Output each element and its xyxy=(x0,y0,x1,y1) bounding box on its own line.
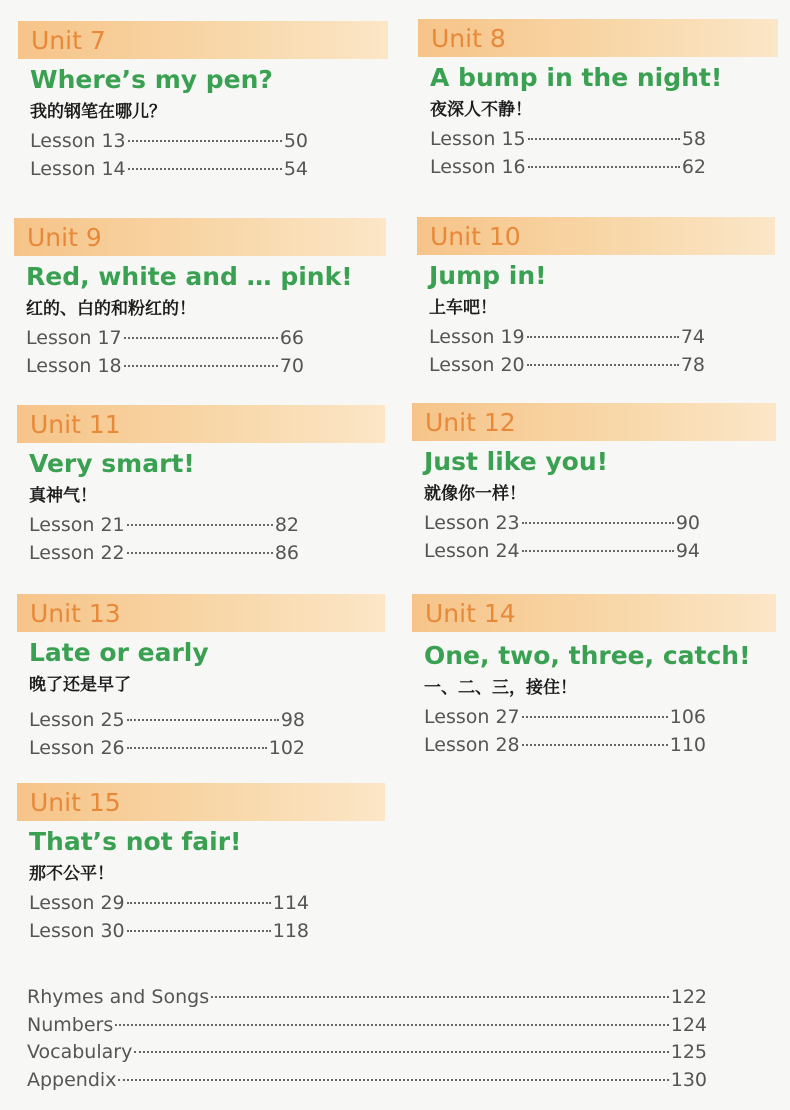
lesson-name: Lesson 27 xyxy=(424,706,520,728)
unit-9-title: Red, white and … pink! xyxy=(26,262,353,291)
dot-leader xyxy=(522,716,668,718)
lesson-name: Lesson 28 xyxy=(424,734,520,756)
lesson-name: Lesson 17 xyxy=(26,327,122,349)
unit-15-subtitle: 那不公平！ xyxy=(29,864,114,884)
unit-12-section xyxy=(412,403,776,565)
lesson-name: Lesson 15 xyxy=(430,128,526,150)
lesson-13-entry[interactable] xyxy=(30,127,308,155)
numbers-entry[interactable] xyxy=(27,1012,707,1040)
unit-8-section xyxy=(418,19,778,181)
page-number: 74 xyxy=(680,326,705,348)
page-number: 114 xyxy=(272,892,309,914)
unit-13-title: Late or early xyxy=(29,638,209,667)
unit-14-title: One, two, three, catch! xyxy=(424,641,751,670)
lesson-name: Lesson 21 xyxy=(29,514,125,536)
dot-leader xyxy=(522,522,674,524)
page-number: 66 xyxy=(279,327,304,349)
unit-15-label: Unit 15 xyxy=(17,783,385,821)
lesson-29-entry[interactable] xyxy=(29,889,309,917)
dot-leader xyxy=(128,168,282,170)
page-number: 70 xyxy=(279,355,304,377)
page-number: 125 xyxy=(670,1041,707,1063)
page-number: 50 xyxy=(283,130,308,152)
unit-9-section xyxy=(14,218,386,380)
appendix-entry[interactable] xyxy=(27,1067,707,1095)
unit-13-subtitle: 晚了还是早了 xyxy=(29,675,131,695)
entry-name: Vocabulary xyxy=(27,1041,133,1063)
page-number: 58 xyxy=(681,128,706,150)
lesson-name: Lesson 29 xyxy=(29,892,125,914)
page-number: 122 xyxy=(670,986,707,1008)
page-number: 62 xyxy=(681,156,706,178)
unit-11-subtitle: 真神气！ xyxy=(29,486,97,506)
vocabulary-entry[interactable] xyxy=(27,1039,707,1067)
unit-13-label: Unit 13 xyxy=(17,594,385,632)
lesson-name: Lesson 19 xyxy=(429,326,525,348)
unit-15-title: That’s not fair! xyxy=(29,827,242,856)
dot-leader xyxy=(127,902,271,904)
lesson-20-entry[interactable] xyxy=(429,351,705,379)
unit-7-subtitle: 我的钢笔在哪儿？ xyxy=(30,102,166,122)
unit-9-subtitle: 红的、白的和粉红的！ xyxy=(26,299,196,319)
lesson-21-entry[interactable] xyxy=(29,511,299,539)
unit-7-title: Where’s my pen? xyxy=(30,65,273,94)
unit-14-subtitle: 一、二、三，接住！ xyxy=(424,678,577,698)
lesson-16-entry[interactable] xyxy=(430,153,706,181)
dot-leader xyxy=(528,138,680,140)
lesson-22-entry[interactable] xyxy=(29,539,299,567)
dot-leader xyxy=(127,930,271,932)
unit-10-label: Unit 10 xyxy=(417,217,775,255)
page-number: 124 xyxy=(670,1013,707,1036)
dot-leader xyxy=(115,1024,669,1026)
unit-11-label: Unit 11 xyxy=(17,405,385,443)
dot-leader xyxy=(522,550,674,552)
lesson-15-entry[interactable] xyxy=(430,125,706,153)
unit-14-label: Unit 14 xyxy=(412,594,776,632)
dot-leader xyxy=(522,744,668,746)
unit-11-section xyxy=(17,405,385,567)
dot-leader xyxy=(127,719,279,721)
lesson-name: Lesson 13 xyxy=(30,130,126,152)
lesson-30-entry[interactable] xyxy=(29,917,309,945)
page-number: 86 xyxy=(274,542,299,564)
unit-12-subtitle: 就像你一样！ xyxy=(424,484,526,504)
dot-leader xyxy=(134,1051,668,1053)
lesson-name: Lesson 18 xyxy=(26,355,122,377)
lesson-name: Lesson 25 xyxy=(29,709,125,731)
lesson-17-entry[interactable] xyxy=(26,324,304,352)
dot-leader xyxy=(127,524,273,526)
unit-8-subtitle: 夜深人不静！ xyxy=(430,100,532,120)
unit-10-subtitle: 上车吧！ xyxy=(429,298,497,318)
lesson-name: Lesson 24 xyxy=(424,540,520,562)
unit-13-section xyxy=(17,594,385,762)
page-number: 118 xyxy=(272,920,309,942)
lesson-name: Lesson 30 xyxy=(29,920,125,942)
lesson-27-entry[interactable] xyxy=(424,703,706,731)
lesson-name: Lesson 14 xyxy=(30,158,126,180)
lesson-14-entry[interactable] xyxy=(30,155,308,183)
dot-leader xyxy=(527,336,679,338)
page-number: 98 xyxy=(280,709,305,731)
rhymes-and-songs-entry[interactable] xyxy=(27,984,707,1012)
lesson-26-entry[interactable] xyxy=(29,734,305,762)
dot-leader xyxy=(124,337,278,339)
page-number: 106 xyxy=(669,706,706,728)
unit-10-section xyxy=(417,217,775,379)
lesson-name: Lesson 20 xyxy=(429,354,525,376)
lesson-name: Lesson 16 xyxy=(430,156,526,178)
unit-8-title: A bump in the night! xyxy=(430,63,723,92)
unit-10-title: Jump in! xyxy=(429,261,547,290)
dot-leader xyxy=(127,552,273,554)
page-number: 110 xyxy=(669,734,706,756)
unit-15-section xyxy=(17,783,385,945)
entry-name: Rhymes and Songs xyxy=(27,986,210,1008)
page-number: 102 xyxy=(268,737,305,759)
entry-name: Appendix xyxy=(27,1068,117,1091)
unit-14-section xyxy=(412,594,776,759)
dot-leader xyxy=(528,166,680,168)
lesson-18-entry[interactable] xyxy=(26,352,304,380)
page-number: 82 xyxy=(274,514,299,536)
dot-leader xyxy=(527,364,679,366)
unit-7-label: Unit 7 xyxy=(18,21,388,59)
lesson-25-entry[interactable] xyxy=(29,706,305,734)
page-number: 54 xyxy=(283,158,308,180)
unit-8-label: Unit 8 xyxy=(418,19,778,57)
lesson-name: Lesson 23 xyxy=(424,512,520,534)
dot-leader xyxy=(211,996,669,998)
entry-name: Numbers xyxy=(27,1013,114,1036)
dot-leader xyxy=(128,140,282,142)
dot-leader xyxy=(118,1079,668,1081)
dot-leader xyxy=(124,365,278,367)
unit-7-section xyxy=(18,21,388,183)
page-number: 90 xyxy=(675,512,700,534)
unit-12-label: Unit 12 xyxy=(412,403,776,441)
unit-12-title: Just like you! xyxy=(424,447,609,476)
page-number: 78 xyxy=(680,354,705,376)
unit-9-label: Unit 9 xyxy=(14,218,386,256)
page-number: 130 xyxy=(670,1068,707,1091)
lesson-name: Lesson 22 xyxy=(29,542,125,564)
lesson-24-entry[interactable] xyxy=(424,537,700,565)
dot-leader xyxy=(127,747,267,749)
lesson-19-entry[interactable] xyxy=(429,323,705,351)
unit-11-title: Very smart! xyxy=(29,449,195,478)
appendix-list xyxy=(27,984,707,1094)
lesson-23-entry[interactable] xyxy=(424,509,700,537)
page-number: 94 xyxy=(675,540,700,562)
lesson-name: Lesson 26 xyxy=(29,737,125,759)
lesson-28-entry[interactable] xyxy=(424,731,706,759)
